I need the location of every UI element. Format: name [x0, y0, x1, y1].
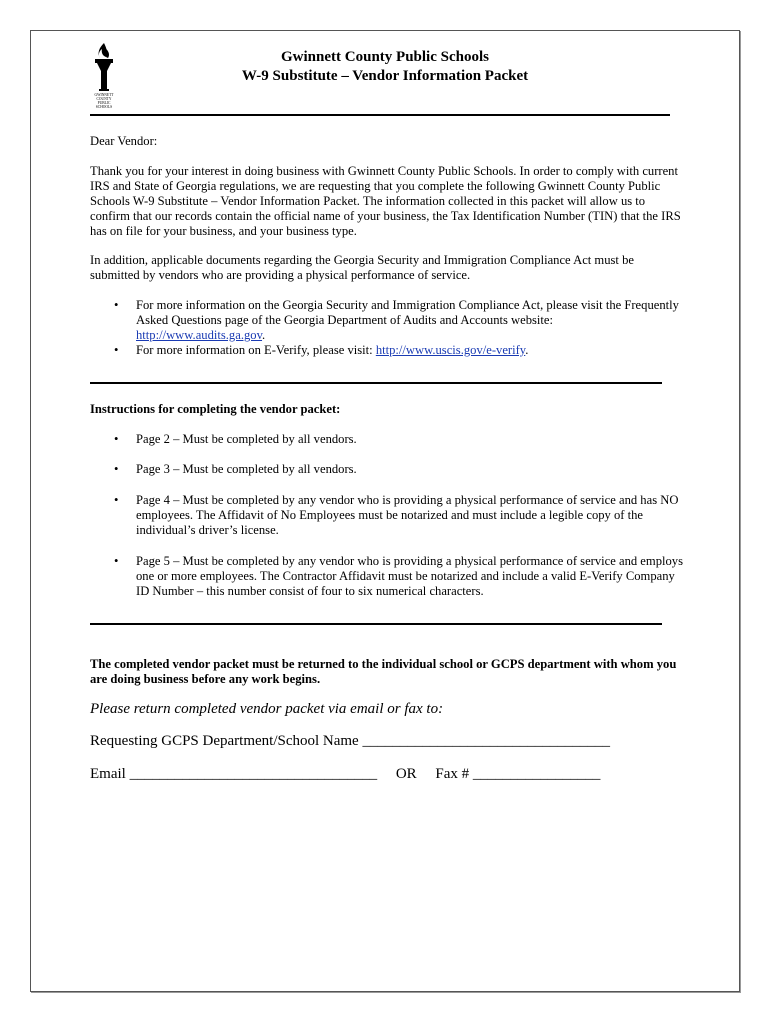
audits-info-bullet	[136, 298, 684, 343]
return-instructions: Please return completed vendor packet via email or fax to:	[90, 701, 444, 717]
instruction-item-page-3: Page 3 – Must be completed by all vendors.	[136, 462, 357, 476]
audits-link[interactable]: http://www.audits.ga.gov	[136, 328, 263, 342]
everify-info-end: .	[525, 343, 529, 357]
svg-text:GWINNETT: GWINNETT	[94, 93, 114, 97]
bullet-marker: •	[114, 343, 119, 357]
everify-info-text: For more information on E-Verify, please visit:	[136, 343, 376, 357]
section-divider	[90, 382, 662, 384]
everify-info-bullet	[136, 343, 684, 358]
everify-link[interactable]: http://www.uscis.gov/e-verify	[375, 343, 526, 357]
instruction-item-page-2: Page 2 – Must be completed by all vendors.	[136, 432, 357, 446]
svg-text:SCHOOLS: SCHOOLS	[95, 105, 113, 109]
or-label: OR	[395, 766, 417, 782]
instruction-item-page-4: Page 4 – Must be completed by any vendor who is providing a physical performance of service and has NO employees. The Affidavit of No Employees must be notarized and must include a legible copy of the individual’s driver’s license.	[136, 493, 679, 537]
bullet-marker: •	[114, 554, 119, 568]
header-packet-title: W-9 Substitute – Vendor Information Packet	[241, 68, 529, 84]
email-input-line[interactable]: _________________________________	[129, 766, 378, 782]
gcps-torch-logo	[89, 40, 119, 110]
header-org-name: Gwinnett County Public Schools	[281, 49, 489, 65]
bullet-marker: •	[114, 493, 119, 507]
department-label: Requesting GCPS Department/School Name	[90, 733, 359, 749]
addition-paragraph: In addition, applicable documents regarding the Georgia Security and Immigration Compliance Act must be submitted by vendors who are providing a physical performance of service.	[90, 253, 634, 282]
bullet-marker: •	[114, 298, 119, 312]
svg-text:PUBLIC: PUBLIC	[97, 101, 111, 105]
fax-input-line[interactable]: _________________	[472, 766, 601, 782]
bullet-marker: •	[114, 432, 119, 446]
return-notice: The completed vendor packet must be returned to the individual school or GCPS department with whom you are doing business before any work begins.	[90, 657, 677, 686]
fax-label: Fax #	[435, 766, 470, 782]
instruction-item-page-5: Page 5 – Must be completed by any vendor who is providing a physical performance of service and employs one or more employees. The Contractor Affidavit must be notarized and include a valid E-Verify Company ID Number – this number consist of four to six numerical characters.	[136, 554, 683, 598]
greeting: Dear Vendor:	[90, 134, 158, 148]
audits-info-end: .	[262, 328, 266, 342]
audits-info-text: For more information on the Georgia Security and Immigration Compliance Act, please visit the Frequently Asked Questions page of the Georgia Department of Audits and Accounts website:	[136, 298, 679, 327]
bullet-marker: •	[114, 462, 119, 476]
document-header	[130, 48, 640, 86]
department-input-line[interactable]: _________________________________	[362, 733, 610, 749]
header-divider	[90, 114, 670, 116]
instructions-heading: Instructions for completing the vendor packet:	[90, 402, 341, 416]
intro-paragraph: Thank you for your interest in doing business with Gwinnett County Public Schools. In order to comply with current IRS and State of Georgia regulations, we are requesting that you complete the following Gwinnett County Public Schools W-9 Substitute – Vendor Information Packet. The information collected in this packet will allow us to confirm that our records contain the official name of your business, the Tax Identification Number (TIN) that the IRS has on file for your business, and your business type.	[90, 164, 681, 238]
section-divider	[90, 623, 662, 625]
department-field-row	[90, 733, 610, 750]
email-fax-field-row	[90, 766, 600, 783]
email-label: Email	[90, 766, 126, 782]
svg-text:COUNTY: COUNTY	[96, 97, 112, 101]
